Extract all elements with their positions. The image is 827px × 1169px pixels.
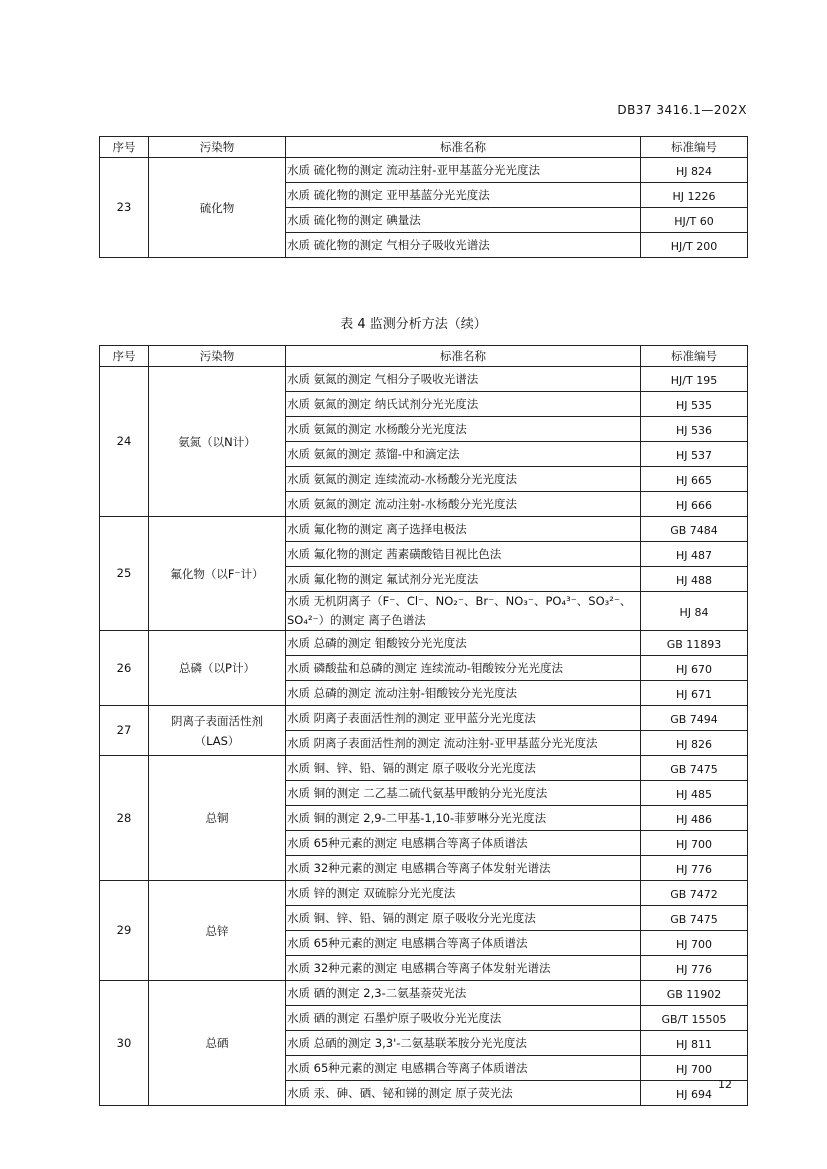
standard-code-cell: GB 7484	[641, 517, 748, 542]
standard-name-cell: 水质 阴离子表面活性剂的测定 流动注射-亚甲基蓝分光光度法	[286, 731, 641, 756]
standard-name-cell: 水质 无机阴离子（F⁻、Cl⁻、NO₂⁻、Br⁻、NO₃⁻、PO₄³⁻、SO₃²⁻、SO₄²⁻）的测定 离子色谱法	[286, 592, 641, 631]
standard-code-cell: HJ 700	[641, 931, 748, 956]
seq-cell: 23	[100, 158, 149, 258]
standard-name-cell: 水质 氨氮的测定 蒸馏-中和滴定法	[286, 442, 641, 467]
column-header-seq: 序号	[100, 346, 149, 367]
pollutant-name: 总硒	[205, 1036, 229, 1050]
standard-name-cell: 水质 硫化物的测定 亚甲基蓝分光光度法	[286, 183, 641, 208]
pollutant-cell	[149, 881, 286, 981]
standard-code-cell: GB/T 15505	[641, 1006, 748, 1031]
pollutant-cell	[149, 367, 286, 517]
table-row	[100, 367, 748, 392]
column-header-seq: 序号	[100, 137, 149, 158]
standard-code-cell: HJ 666	[641, 492, 748, 517]
standards-table-continued	[99, 136, 748, 258]
standard-code-cell: HJ 826	[641, 731, 748, 756]
standard-name-cell: 水质 氨氮的测定 气相分子吸收光谱法	[286, 367, 641, 392]
pollutant-name: 硫化物	[199, 200, 235, 215]
standard-name-cell: 水质 总磷的测定 流动注射-钼酸铵分光光度法	[286, 681, 641, 706]
standard-code-cell: HJ 700	[641, 831, 748, 856]
standard-name-cell: 水质 总硒的测定 3,3'-二氨基联苯胺分光光度法	[286, 1031, 641, 1056]
standard-name-cell: 水质 阴离子表面活性剂的测定 亚甲蓝分光光度法	[286, 706, 641, 731]
standard-code-cell: HJ 488	[641, 567, 748, 592]
standard-code-cell: HJ 824	[641, 158, 748, 183]
standard-name-cell: 水质 铜的测定 2,9-二甲基-1,10-菲萝啉分光光度法	[286, 806, 641, 831]
standard-code-cell: HJ 665	[641, 467, 748, 492]
pollutant-name: 氟化物（以F⁻计）	[170, 566, 264, 581]
standard-code-cell: GB 7475	[641, 906, 748, 931]
pollutant-cell	[149, 981, 286, 1106]
standard-name-cell: 水质 65种元素的测定 电感耦合等离子体质谱法	[286, 1056, 641, 1081]
standard-code-cell: GB 7494	[641, 706, 748, 731]
standard-code-cell: GB 7472	[641, 881, 748, 906]
standard-name-cell: 水质 65种元素的测定 电感耦合等离子体质谱法	[286, 931, 641, 956]
standard-code-cell: HJ/T 60	[641, 208, 748, 233]
pollutant-name: 总锌	[205, 923, 229, 938]
standard-code-cell: HJ 700	[641, 1056, 748, 1081]
pollutant-cell	[149, 517, 286, 631]
pollutant-name: 阴离子表面活性剂	[171, 713, 263, 728]
standard-code-cell: HJ 487	[641, 542, 748, 567]
table-body	[100, 158, 748, 258]
table-body	[100, 367, 748, 1106]
pollutant-name: 氨氮（以N计）	[178, 434, 256, 449]
standard-name-cell: 水质 硒的测定 2,3-二氨基萘荧光法	[286, 981, 641, 1006]
standard-name-cell: 水质 硒的测定 石墨炉原子吸收分光光度法	[286, 1006, 641, 1031]
standard-code-cell: GB 11893	[641, 631, 748, 656]
standard-name-cell: 水质 氨氮的测定 纳氏试剂分光光度法	[286, 392, 641, 417]
seq-cell: 28	[100, 756, 149, 881]
seq-cell: 26	[100, 631, 149, 706]
standard-code-cell: HJ 84	[641, 592, 748, 631]
seq-cell: 25	[100, 517, 149, 631]
standard-code-cell: GB 7475	[641, 756, 748, 781]
standard-code-cell: HJ 776	[641, 856, 748, 881]
monitoring-methods-table	[99, 345, 748, 1106]
standard-code-cell: HJ 694	[641, 1081, 748, 1106]
column-header-standard-name: 标准名称	[286, 137, 641, 158]
standard-name-cell: 水质 汞、砷、硒、铋和锑的测定 原子荧光法	[286, 1081, 641, 1106]
standard-name-cell: 水质 氨氮的测定 连续流动-水杨酸分光光度法	[286, 467, 641, 492]
standard-code-cell: HJ 1226	[641, 183, 748, 208]
document-number: DB37 3416.1—202X	[617, 103, 747, 117]
standard-name-cell: 水质 铜、锌、铅、镉的测定 原子吸收分光光度法	[286, 756, 641, 781]
standard-name-cell: 水质 铜的测定 二乙基二硫代氨基甲酸钠分光光度法	[286, 781, 641, 806]
column-header-standard-name: 标准名称	[286, 346, 641, 367]
standard-code-cell: HJ 776	[641, 956, 748, 981]
standard-name-cell: 水质 磷酸盐和总磷的测定 连续流动-钼酸铵分光光度法	[286, 656, 641, 681]
standard-code-cell: HJ 486	[641, 806, 748, 831]
standard-name-cell: 水质 锌的测定 双硫腙分光光度法	[286, 881, 641, 906]
table-row	[100, 517, 748, 542]
standard-name-cell: 水质 硫化物的测定 气相分子吸收光谱法	[286, 233, 641, 258]
standard-code-cell: GB 11902	[641, 981, 748, 1006]
seq-cell: 29	[100, 881, 149, 981]
table-row	[100, 706, 748, 731]
standard-code-cell: HJ 671	[641, 681, 748, 706]
table-header-row	[100, 137, 748, 158]
standard-code-cell: HJ/T 200	[641, 233, 748, 258]
standard-code-cell: HJ/T 195	[641, 367, 748, 392]
column-header-pollutant: 污染物	[149, 137, 286, 158]
seq-cell: 24	[100, 367, 149, 517]
table-row	[100, 981, 748, 1006]
standard-name-cell: 水质 氟化物的测定 氟试剂分光光度法	[286, 567, 641, 592]
standard-name-cell: 水质 总磷的测定 钼酸铵分光光度法	[286, 631, 641, 656]
table-caption: 表 4 监测分析方法（续）	[340, 317, 487, 332]
seq-cell: 30	[100, 981, 149, 1106]
standard-name-cell: 水质 硫化物的测定 流动注射-亚甲基蓝分光光度法	[286, 158, 641, 183]
table-row	[100, 158, 748, 183]
standard-name-cell: 水质 氟化物的测定 离子选择电极法	[286, 517, 641, 542]
column-header-pollutant: 污染物	[149, 346, 286, 367]
standard-name-cell: 水质 氟化物的测定 茜素磺酸锆目视比色法	[286, 542, 641, 567]
pollutant-name: 总铜	[205, 811, 229, 825]
column-header-standard-code: 标准编号	[641, 346, 748, 367]
table-row	[100, 756, 748, 781]
pollutant-name: 总磷（以P计）	[179, 661, 255, 675]
standard-code-cell: HJ 536	[641, 417, 748, 442]
pollutant-name-note: （LAS）	[194, 733, 240, 748]
column-header-standard-code: 标准编号	[641, 137, 748, 158]
table-row	[100, 881, 748, 906]
standard-name-cell: 水质 32种元素的测定 电感耦合等离子体发射光谱法	[286, 856, 641, 881]
pollutant-cell	[149, 706, 286, 756]
standard-code-cell: HJ 811	[641, 1031, 748, 1056]
standard-code-cell: HJ 537	[641, 442, 748, 467]
standard-code-cell: HJ 485	[641, 781, 748, 806]
standard-code-cell: HJ 670	[641, 656, 748, 681]
standard-name-cell: 水质 铜、锌、铅、镉的测定 原子吸收分光光度法	[286, 906, 641, 931]
pollutant-cell	[149, 631, 286, 706]
standard-name-cell: 水质 32种元素的测定 电感耦合等离子体发射光谱法	[286, 956, 641, 981]
standard-code-cell: HJ 535	[641, 392, 748, 417]
standard-name-cell: 水质 65种元素的测定 电感耦合等离子体质谱法	[286, 831, 641, 856]
standard-name-cell: 水质 硫化物的测定 碘量法	[286, 208, 641, 233]
pollutant-cell	[149, 756, 286, 881]
standard-name-cell: 水质 氨氮的测定 流动注射-水杨酸分光光度法	[286, 492, 641, 517]
standard-name-cell: 水质 氨氮的测定 水杨酸分光光度法	[286, 417, 641, 442]
page-number: 12	[718, 1078, 732, 1091]
pollutant-cell	[149, 158, 286, 258]
table-header-row	[100, 346, 748, 367]
table-row	[100, 631, 748, 656]
seq-cell: 27	[100, 706, 149, 756]
